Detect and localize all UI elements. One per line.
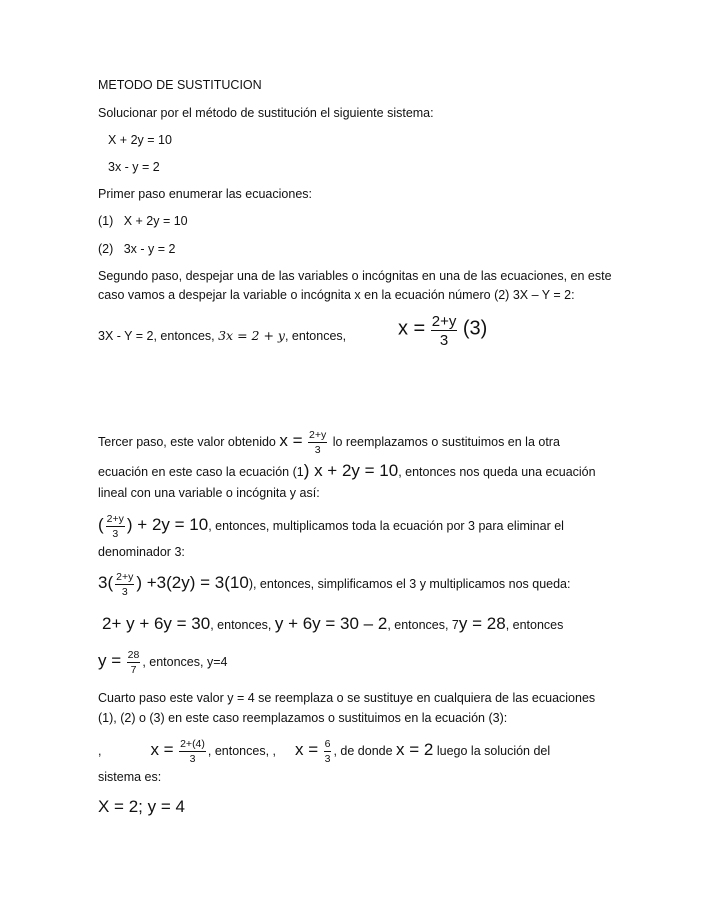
step2-line-1: Segundo paso, despejar una de las variables o incógnitas en una de las ecuaciones, en este: [98, 269, 612, 283]
x-eq: x =: [398, 317, 426, 340]
e2-fraction: [115, 572, 134, 597]
numbered-eq-1: [98, 213, 188, 229]
step3-x-eq: x =: [279, 430, 303, 450]
frac-num: 2+y: [431, 313, 457, 330]
e1-text-line-2: denominador 3:: [98, 545, 185, 559]
e5-den2: 3: [324, 752, 331, 765]
e2-text: ), entonces, simplificamos el 3 y multiplicamos nos queda:: [248, 576, 571, 591]
step3-frac-num: 2+y: [309, 429, 327, 441]
e3-e: y = 28: [458, 614, 506, 633]
step2-line-2: caso vamos a despejar la variable o incógnita x en la ecuación número (2) 3X – Y = 2:: [98, 288, 575, 302]
e2-b: ) +3(2y) = 3(10: [136, 572, 249, 592]
step3-fraction: [308, 430, 327, 455]
step4-line-2: (1), (2) o (3) en este caso reemplazamos o sustituimos en la ecuación (3):: [98, 711, 508, 725]
e5-num1: 2+(4): [180, 738, 205, 750]
step3-frac-den: 3: [314, 443, 321, 456]
s2-text-a: 3X - Y = 2, entonces,: [98, 329, 219, 343]
step3-post: lo reemplazamos o sustituimos en la otra: [332, 434, 560, 449]
e5-t3: luego la solución del: [436, 743, 551, 758]
e2-frac-den: 3: [121, 585, 128, 598]
e5-num2: 6: [324, 738, 331, 750]
step3-l2a: ecuación en este caso la ecuación (1: [98, 465, 304, 479]
step4-line-1: Cuarto paso este valor y = 4 se reemplaza o se sustituye en cualquiera de las ecuaciones: [98, 691, 596, 705]
step2-equation-line: [98, 328, 346, 344]
e5-x3: x = 2: [396, 739, 434, 759]
e1-fraction: [106, 514, 125, 539]
e1-close: ) + 2y = 10: [126, 514, 209, 534]
e4-a: y =: [98, 650, 122, 670]
eq-simplified: [102, 616, 563, 633]
eq-multiplied: [98, 572, 570, 597]
e1-frac-num: 2+y: [106, 513, 124, 525]
intro-text: Solucionar por el método de sustitución el siguiente sistema:: [98, 106, 434, 120]
eq-label-3: (3): [462, 317, 488, 340]
e5-den1: 3: [189, 752, 196, 765]
e4-den: 7: [130, 663, 137, 676]
eq-x-result: [98, 739, 598, 764]
step3-l2c: , entonces nos queda una ecuación: [398, 465, 596, 479]
x-solution-3: [398, 314, 487, 348]
e1-text: , entonces, multiplicamos toda la ecuación por 3 para eliminar el: [208, 518, 564, 533]
final-solution: X = 2; y = 4: [98, 797, 185, 816]
step3-line-1: [98, 430, 560, 455]
e5-t1: , entonces, ,: [207, 743, 277, 758]
e5-x1: x =: [150, 739, 174, 759]
step3-pre: Tercer paso, este valor obtenido: [98, 434, 276, 449]
eq2: 3x - y = 2: [123, 242, 176, 256]
e5-line-2: sistema es:: [98, 770, 162, 784]
e5-comma: ,: [98, 743, 102, 758]
e3-b: , entonces,: [210, 618, 275, 632]
step3-line-2: [98, 463, 596, 480]
eq-y-result: [98, 650, 227, 675]
e3-f: , entonces: [505, 618, 564, 632]
eq1-label: (1): [98, 214, 114, 228]
e3-c: y + 6y = 30 – 2: [274, 614, 388, 633]
e5-fraction-1: [179, 739, 206, 764]
numbered-eq-2: [98, 241, 175, 257]
e4-text: , entonces, y=4: [142, 654, 228, 669]
e3-d: , entonces, 7: [387, 618, 459, 632]
s2-math: 3𝑥 = 2 + 𝑦: [218, 328, 285, 343]
e4-num: 28: [127, 649, 140, 661]
e5-t2: , de donde: [333, 743, 393, 758]
frac-den: 3: [439, 332, 449, 349]
eq-substituted: [98, 514, 564, 539]
s2-text-c: , entonces,: [284, 329, 347, 343]
step1-text: Primer paso enumerar las ecuaciones:: [98, 187, 312, 201]
e1-open: (: [98, 514, 104, 534]
eq2-label: (2): [98, 242, 114, 256]
e5-fraction-2: [324, 739, 332, 764]
step3-l2b: ) x + 2y = 10: [303, 461, 399, 480]
system-eq-2: 3x - y = 2: [108, 160, 160, 174]
page-title: METODO DE SUSTITUCION: [98, 78, 262, 92]
fraction-2y-3: [431, 314, 458, 348]
e1-frac-den: 3: [112, 527, 119, 540]
e2-frac-num: 2+y: [116, 571, 134, 583]
e2-a: 3(: [98, 572, 114, 592]
e3-a: 2+ y + 6y = 30: [102, 614, 211, 633]
e5-x2: x =: [294, 739, 319, 759]
e4-fraction: [127, 650, 141, 675]
eq1: X + 2y = 10: [123, 214, 188, 228]
system-eq-1: X + 2y = 10: [108, 133, 172, 147]
step3-line-3: lineal con una variable o incógnita y así:: [98, 486, 320, 500]
